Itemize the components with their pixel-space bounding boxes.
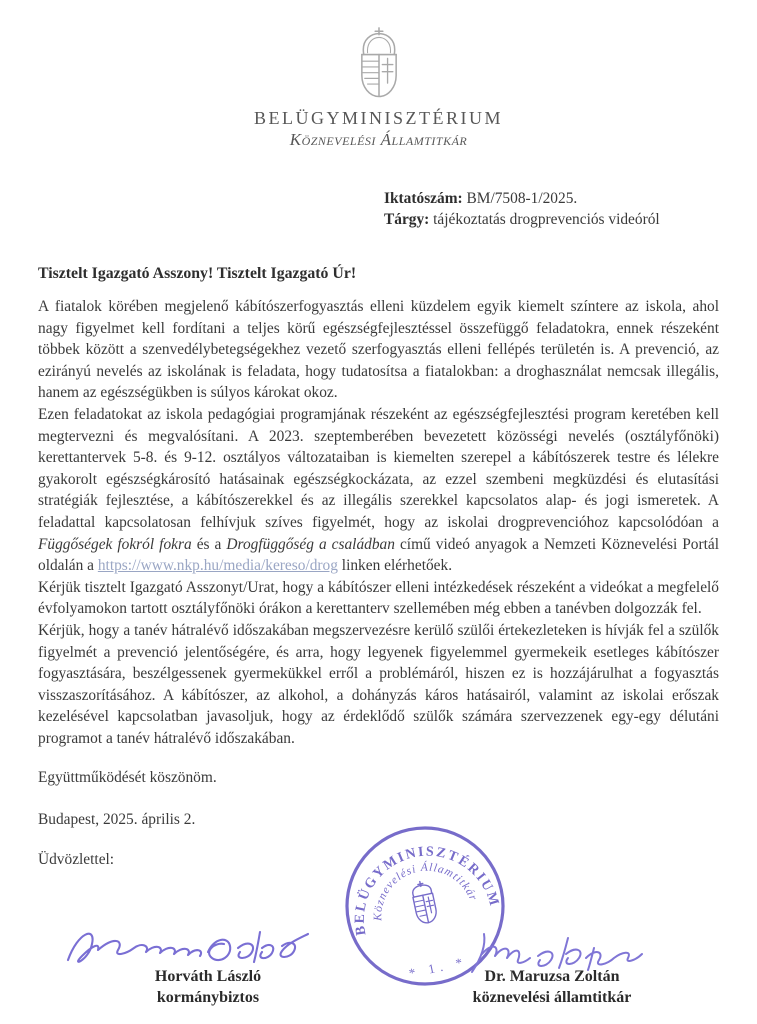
letter-content bbox=[0, 265, 757, 869]
letter-body bbox=[38, 296, 719, 749]
ministry-name: BELÜGYMINISZTÉRIUM bbox=[254, 108, 503, 128]
paragraph-2-text: és a bbox=[196, 535, 222, 553]
signature-zone bbox=[0, 818, 757, 1024]
paragraph-4: Kérjük, hogy a tanév hátralévő időszakában megszervezésre kerülő szülői értekezleteken is hívják fel a szülők figyelmét a prevenció jelentőségére, és arra, hogy legyenek figyelemmel gyermekeik esetleges kábítószer fogyasztására, beszélgessenek gyermekükkel erről a problémáról, hiszen ez is hozzájárulhat a fogyasztás visszaszorításához. A kábítószer, az alkohol, a dohányzás káros hatásairól, valamint az iskolai erőszak kezelésével kapcsolatban javasoljuk, hogy az érdeklődő szülők számára szervezzenek egy-egy délutáni programot a tanév hátralévő időszakában. bbox=[38, 621, 719, 747]
stamp-secretariat-text: Köznevelési Államtitkár bbox=[372, 861, 480, 921]
paragraph-3: Kérjük tisztelt Igazgató Asszonyt/Urat, hogy a kábítószer elleni intézkedések részeként a videókat a megfelelő évfolyamokon tartott osztályfőnöki órákon a kerettanterv szellemében még ebben a tanévben dolgozzák fel. bbox=[38, 578, 719, 618]
paragraph-2-text: Ezen feladatokat az iskola pedagógiai programjának részeként az egészségfejlesztési program keretében kell megtervezni és megvalósítani. A 2023. szeptemberében bevezetett közösségi nevelés (osztályfőnöki) kerettantervek 5-8. és 9-12. osztályos változataiban is kiemelten szerepel a kábítószerek testre és lélekre gyakorolt egészségkárosító hatásainak egészségkockázata, az ezzel szembeni megküzdési és elutasítási stratégiák fejlesztése, a kábítószerekkel és az illegális szerekkel kapcsolatos alap- és jogi ismeretek. A feladattal kapcsolatosan felhívjuk szíves figyelmét, hogy az iskolai drogprevencióhoz kapcsolódóan a bbox=[38, 405, 719, 531]
video-title-1: Függőségek fokról fokra bbox=[38, 535, 192, 553]
subject-label: Tárgy: bbox=[384, 211, 430, 228]
hungary-coat-of-arms-icon bbox=[348, 26, 410, 106]
paragraph-1: A fiatalok körében megjelenő kábítószerfogyasztás elleni küzdelem egyik kiemelt színtere az iskola, ahol nagy figyelmet kell fordítani a teljes körű egészségfejlesztéssel összefüggő feladatokra, ennek részeként többek között a szenvedélybetegségekhez vezető szerfogyasztás elleni fellépés területén is. A prevenció, az ezirányú nevelés az iskolának is feladata, hogy tudatosítsa a fiatalokban: a droghasználat nemcsak illegális, hanem az egészségükben is súlyos károkat okoz. bbox=[38, 298, 719, 402]
stamp-number-text: * 1. * bbox=[407, 953, 469, 981]
signer-right-title: köznevelési államtitkár bbox=[472, 989, 632, 1006]
secretariat-name: Köznevelési Államtitkár bbox=[289, 130, 468, 149]
reference-block bbox=[384, 188, 757, 230]
registry-number-line bbox=[384, 188, 757, 209]
video-title-2: Drogfüggőség a családban bbox=[226, 535, 395, 553]
registry-number-label: Iktatószám: bbox=[384, 190, 463, 207]
stamp-ministry-text: BELÜGYMINISZTÉRIUM bbox=[352, 844, 502, 937]
signer-right-name: Dr. Maruzsa Zoltán bbox=[484, 968, 620, 985]
paragraph-2 bbox=[38, 404, 719, 577]
signer-left-name: Horváth László bbox=[154, 968, 262, 985]
stamp-coat-of-arms-icon bbox=[410, 879, 438, 924]
subject-line bbox=[384, 209, 757, 230]
paragraph-2-text: című videó anyagok a Nemzeti Köznevelési Portál oldalán a bbox=[38, 535, 720, 575]
closing-regards: Üdvözlettel: bbox=[38, 851, 115, 869]
signer-left bbox=[68, 966, 348, 1008]
date-line: Budapest, 2025. április 2. bbox=[38, 811, 196, 829]
salutation: Tisztelt Igazgató Asszony! Tisztelt Igazgató Úr! bbox=[38, 265, 357, 282]
signer-left-title: kormánybiztos bbox=[156, 989, 260, 1006]
closing-thanks: Együttműködését köszönöm. bbox=[38, 769, 217, 787]
subject-value: tájékoztatás drogprevenciós videóról bbox=[429, 211, 660, 228]
paragraph-2-text: linken elérhetőek. bbox=[341, 557, 453, 575]
signer-right bbox=[412, 966, 692, 1008]
registry-number-value: BM/7508-1/2025. bbox=[462, 190, 578, 207]
nkp-portal-link[interactable]: https://www.nkp.hu/media/kereso/drog bbox=[97, 557, 338, 575]
